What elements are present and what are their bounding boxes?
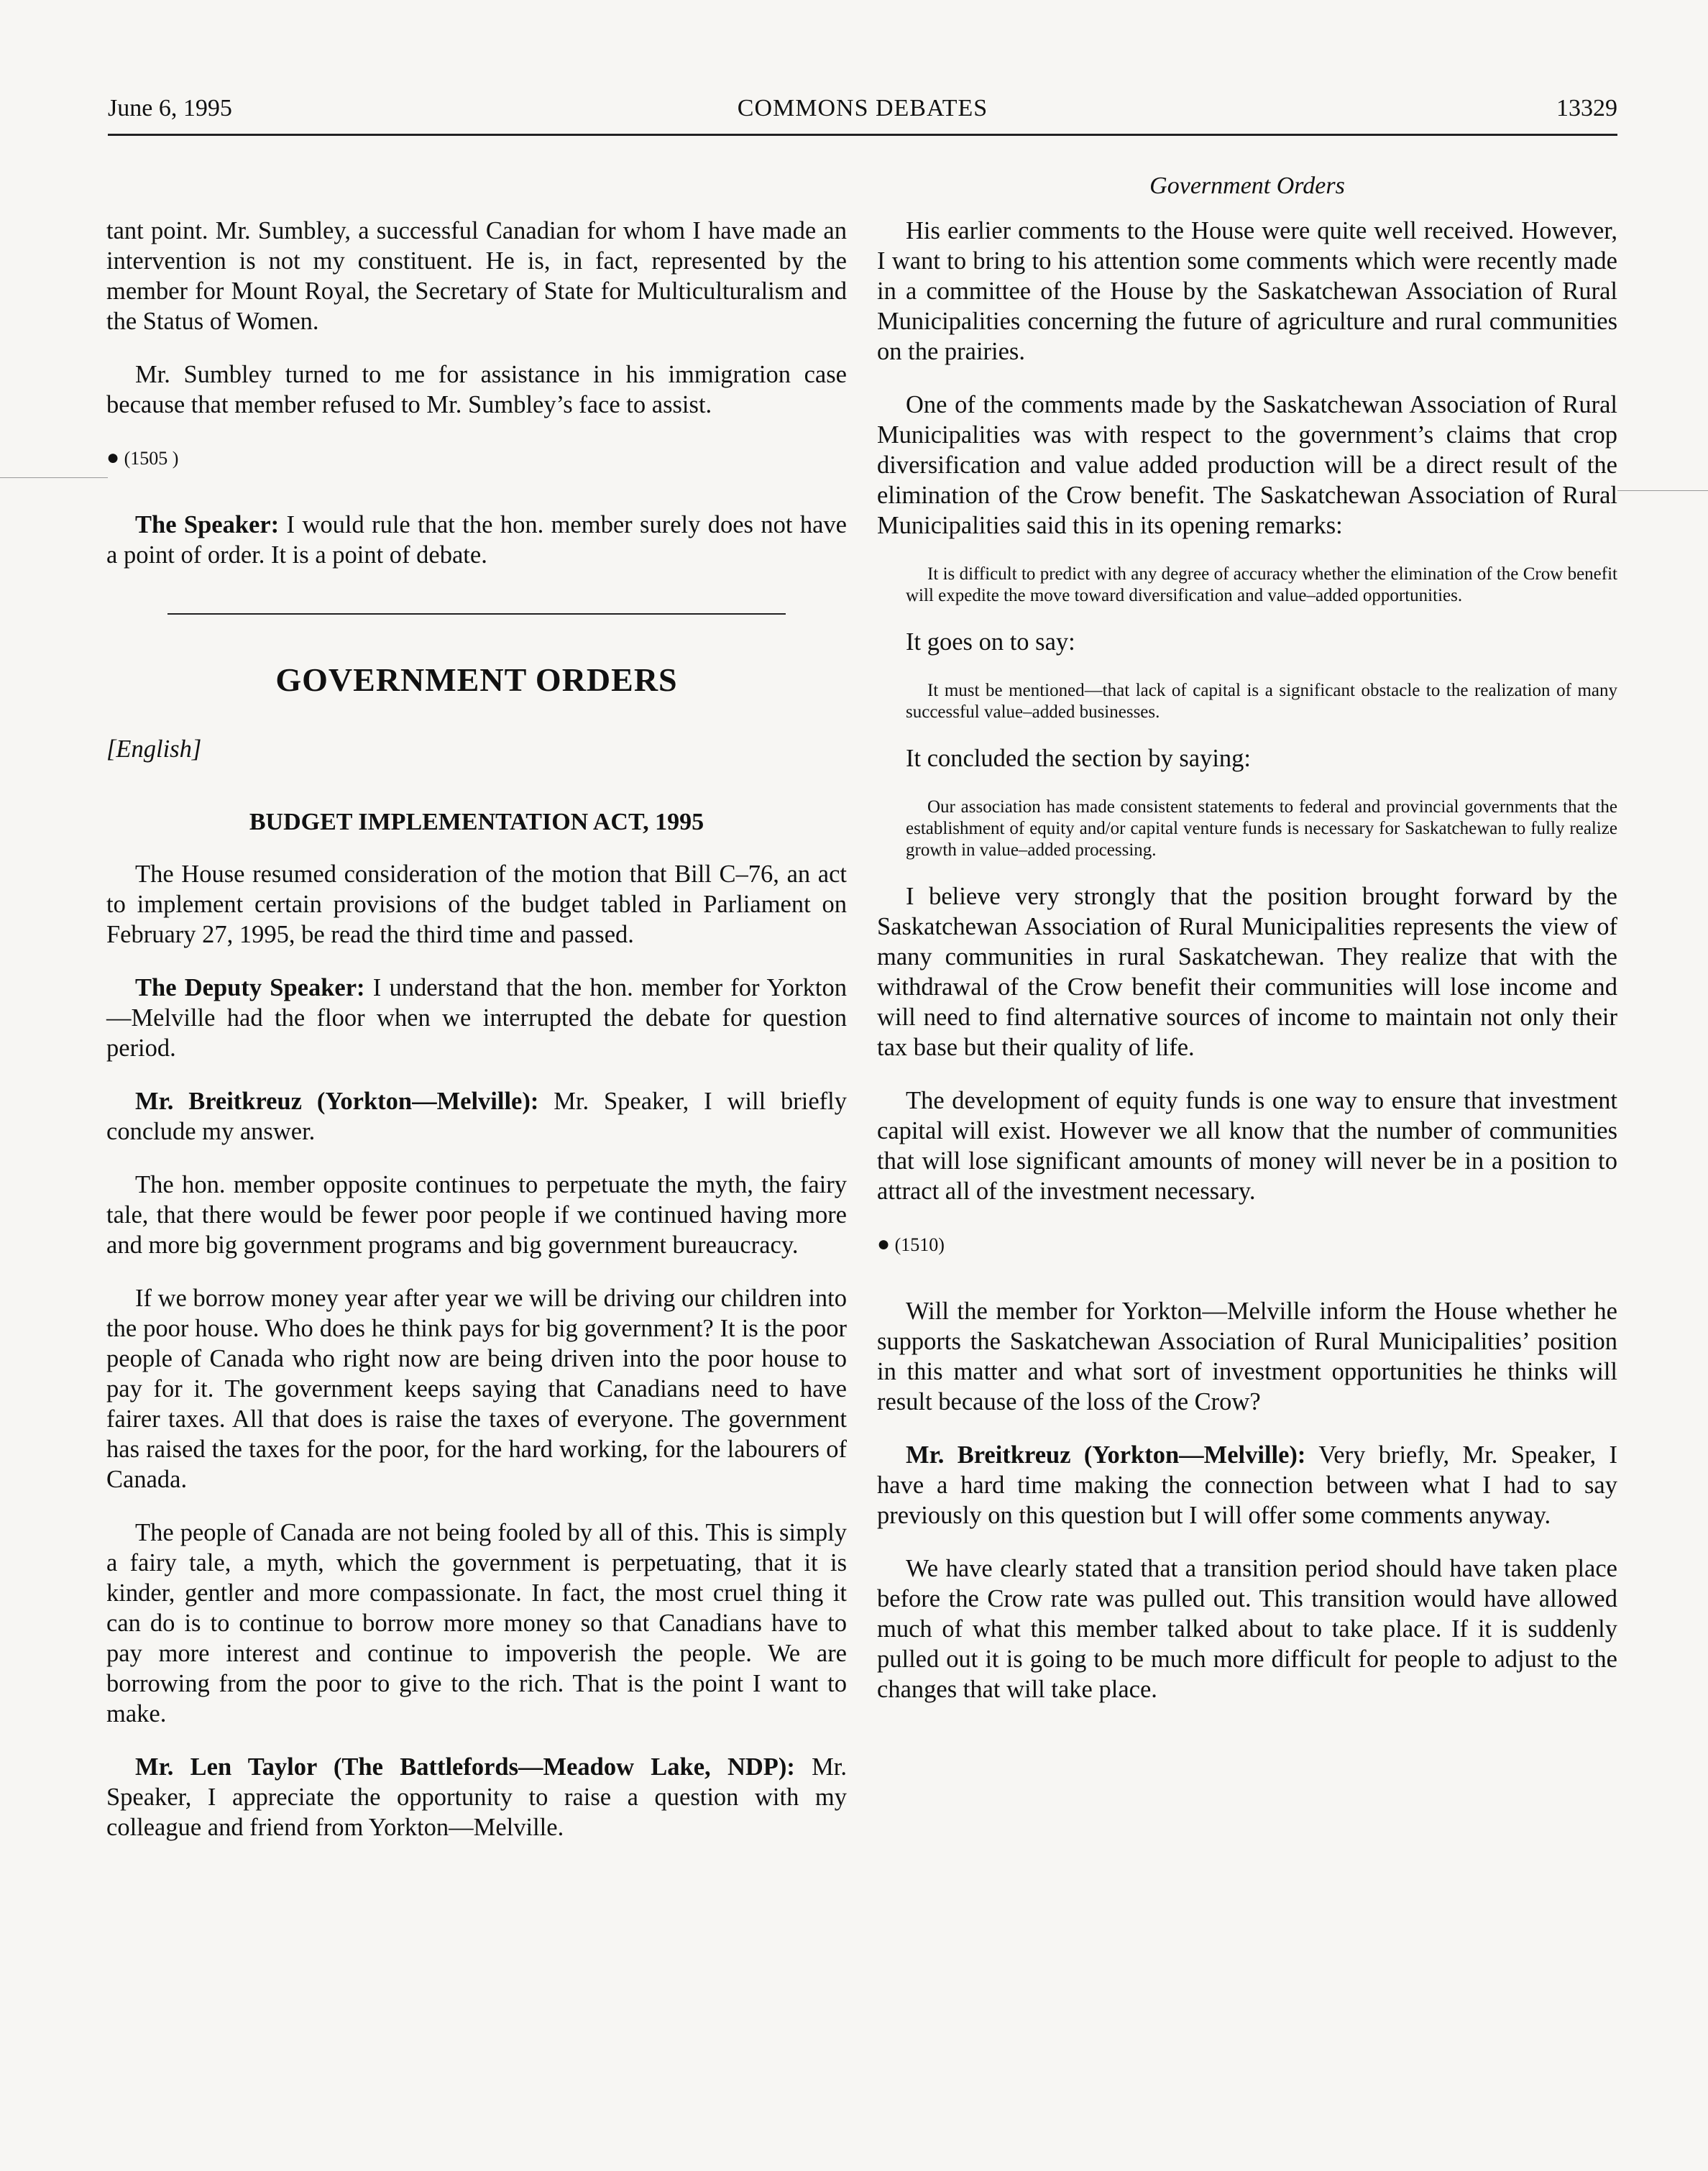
paragraph: It concluded the section by saying: [906,745,1252,772]
block-quote [877,797,1617,861]
paragraph: His earlier comments to the House were quite well received. However, I want to bring to his attention some comments which were recently made in a committee of the House by the Saskatchewan Association of Rural Municipalities concerning the future of agriculture and rural communities on the prairies. [877,217,1617,365]
page-header [108,95,1617,129]
speech-text: Mr. Speaker, I will briefly conclude my answer. [106,1088,847,1145]
paragraph: The development of equity funds is one way to ensure that investment capital will exist. However we all know that the number of communities that will lose significant amounts of money will never be in a position to attract all of the investment necessary. [877,1087,1617,1205]
time-marker-text: (1505 ) [124,448,179,469]
paragraph: I believe very strongly that the position brought forward by the Saskatchewan Association of Rural Municipalities represents the view of many communities in rural Saskatchewan. They realize that with the withdrawal of the Crow benefit their communities will lose income and will need to find alternative sources of income to maintain not only their tax base but their quality of life. [877,883,1617,1061]
paragraph: The hon. member opposite continues to perpetuate the myth, the fairy tale, that there would be fewer poor people if we continued having more and more big government programs and big government bureaucracy. [106,1171,847,1259]
bullet-icon: ● [877,1232,891,1256]
time-marker [877,1229,1617,1260]
block-quote [877,680,1617,723]
section-divider [167,613,786,615]
left-column [106,216,847,1865]
header-page-number: 13329 [1556,95,1617,121]
header-date: June 6, 1995 [108,95,232,121]
time-marker [106,443,847,474]
speech-paragraph [106,510,847,570]
quote-text: It must be mentioned—that lack of capital is a significant obstacle to the realization of many successful value–added businesses. [906,681,1617,722]
paragraph: We have clearly stated that a transition period should have taken place before the Crow rate was pulled out. This transition would have allowed much of what this member talked about to take place. If it is suddenly pulled out it is going to be much more difficult for people to adjust to the changes that will take place. [877,1555,1617,1703]
speaker-name: Mr. Len Taylor (The Battlefords—Meadow Lake, NDP): [135,1753,795,1781]
bill-heading: BUDGET IMPLEMENTATION ACT, 1995 [249,809,704,835]
speech-text: Very briefly, Mr. Speaker, I have a hard time making the connection between what I had to say previously on this question but I will offer some comments anyway. [877,1441,1617,1529]
speech-paragraph [106,1086,847,1147]
paragraph: The people of Canada are not being fooled by all of this. This is simply a fairy tale, a myth, which the government is perpetuating, that it is kinder, gentler and more compassionate. In fact, the most cruel thing it can do is to continue to borrow more money so that Canadians have to pay more interest and continue to impoverish the people. We are borrowing from the poor to give to the rich. That is the point I want to make. [106,1519,847,1727]
block-quote [877,564,1617,607]
speaker-name: Mr. Breitkreuz (Yorkton—Melville): [135,1088,539,1115]
paragraph: tant point. Mr. Sumbley, a successful Canadian for whom I have made an intervention is not my constituent. He is, in fact, represented by the member for Mount Royal, the Secretary of State for Multiculturalism and the Status of Women. [106,217,847,335]
speech-text: I understand that the hon. member for Yorkton—Melville had the floor when we interrupted the debate for question period. [106,974,847,1062]
paragraph: Mr. Sumbley turned to me for assistance in his immigration case because that member refused to Mr. Sumbley’s face to assist. [106,361,847,418]
scan-line-right [1617,490,1708,491]
speech-paragraph [106,1752,847,1842]
right-column [877,216,1617,1727]
quote-text: Our association has made consistent statements to federal and provincial governments that the establishment of equity and/or capital venture funds is necessary for Saskatchewan to fully realize growth in value–added processing. [906,797,1617,860]
paragraph: One of the comments made by the Saskatchewan Association of Rural Municipalities was with respect to the government’s claims that crop diversification and value added production will be a direct result of the elimination of the Crow benefit. The Saskatchewan Association of Rural Municipalities said this in its opening remarks: [877,391,1617,539]
header-title: COMMONS DEBATES [737,95,988,121]
header-rule [108,134,1617,136]
speaker-name: Mr. Breitkreuz (Yorkton—Melville): [906,1441,1306,1469]
section-heading: GOVERNMENT ORDERS [275,661,678,698]
scan-line-left [0,477,108,478]
speech-text: I would rule that the hon. member surely does not have a point of order. It is a point of debate. [106,511,847,569]
speech-text: Mr. Speaker, I appreciate the opportunity to raise a question with my colleague and friend from Yorkton—Melville. [106,1753,847,1841]
speech-paragraph [877,1440,1617,1530]
speaker-name: The Speaker: [135,511,280,538]
section-label: Government Orders [1149,173,1345,199]
paragraph: It goes on to say: [906,628,1075,656]
time-marker-text: (1510) [894,1234,945,1255]
paragraph: The House resumed consideration of the motion that Bill C–76, an act to implement certain provisions of the budget tabled in Parliament on February 27, 1995, be read the third time and passed. [106,860,847,948]
paragraph: If we borrow money year after year we will be driving our children into the poor house. Who does he think pays for big government? It is the poor people of Canada who right now are being driven into the poor house to pay for it. The government keeps saying that Canadians need to have fairer taxes. All that does is raise the taxes of everyone. The government has raised the taxes for the poor, for the hard working, for the labourers of Canada. [106,1285,847,1493]
speech-paragraph [106,973,847,1063]
bullet-icon: ● [106,446,120,469]
paragraph: Will the member for Yorkton—Melville inform the House whether he supports the Saskatchewan Association of Rural Municipalities’ position in this matter and what sort of investment opportunities he thinks will result because of the loss of the Crow? [877,1298,1617,1415]
speaker-name: The Deputy Speaker: [135,974,365,1001]
language-tag: [English] [106,735,202,763]
quote-text: It is difficult to predict with any degree of accuracy whether the elimination of the Crow benefit will expedite the move toward diversification and value–added opportunities. [906,564,1617,605]
